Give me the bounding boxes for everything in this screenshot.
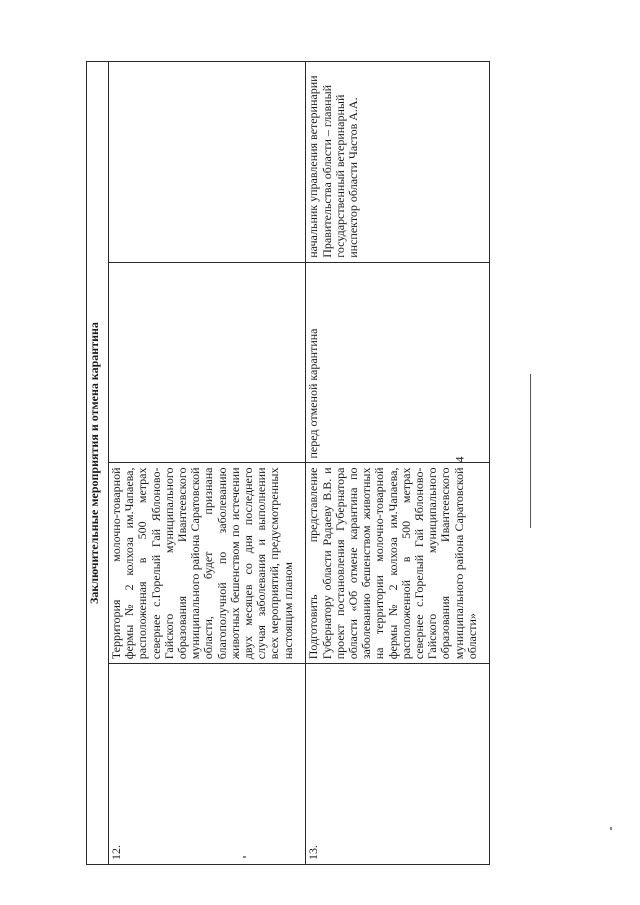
measure-responsible — [109, 62, 306, 263]
section-header-row — [87, 62, 109, 865]
measure-description: Территория молочно-товарной фермы № 2 колхоза им.Чапаева, расположенная в 500 метрах севернее с.Горелый Гай Яблоново-Гайского муниципального образования Ивантеевского муниципального района Саратовской области, будет признана благополучной по заболеванию животных бешенством по истечении двух месяцев со дня последнего случая заболевания и выполнении всех мероприятий, предусмотренных настоящим планом — [109, 463, 306, 664]
scan-speck — [610, 827, 612, 830]
measure-responsible: начальник управления ветеринарии Правительства области – главный государственный ветеринарный инспектор области Частов А.А. — [306, 62, 490, 263]
signature-line — [530, 374, 531, 528]
table-row — [306, 62, 490, 865]
section-title: Заключительные мероприятия и отмена карантина — [87, 62, 109, 865]
measures-table — [86, 61, 490, 865]
table-row — [109, 62, 306, 865]
page-number: 4 — [452, 456, 467, 463]
row-number: 12. — [109, 664, 306, 865]
measure-description: Подготовить представление Губернатору области Радаеву В.В. и проект постановления Губернатора области «Об отмене карантина по заболеванию бешенством животных на территории молочно-товарной фермы № 2 колхоза им.Чапаева, расположенной в 500 метрах севернее с.Горелый Гай Яблоново-Гайского муниципального образования Ивантеевского муниципального района Саратовской области» — [306, 463, 490, 664]
rotated-table-container — [86, 61, 490, 865]
measure-term: перед отменой карантина — [306, 262, 490, 463]
measure-term — [109, 262, 306, 463]
row-number: 13. — [306, 664, 490, 865]
